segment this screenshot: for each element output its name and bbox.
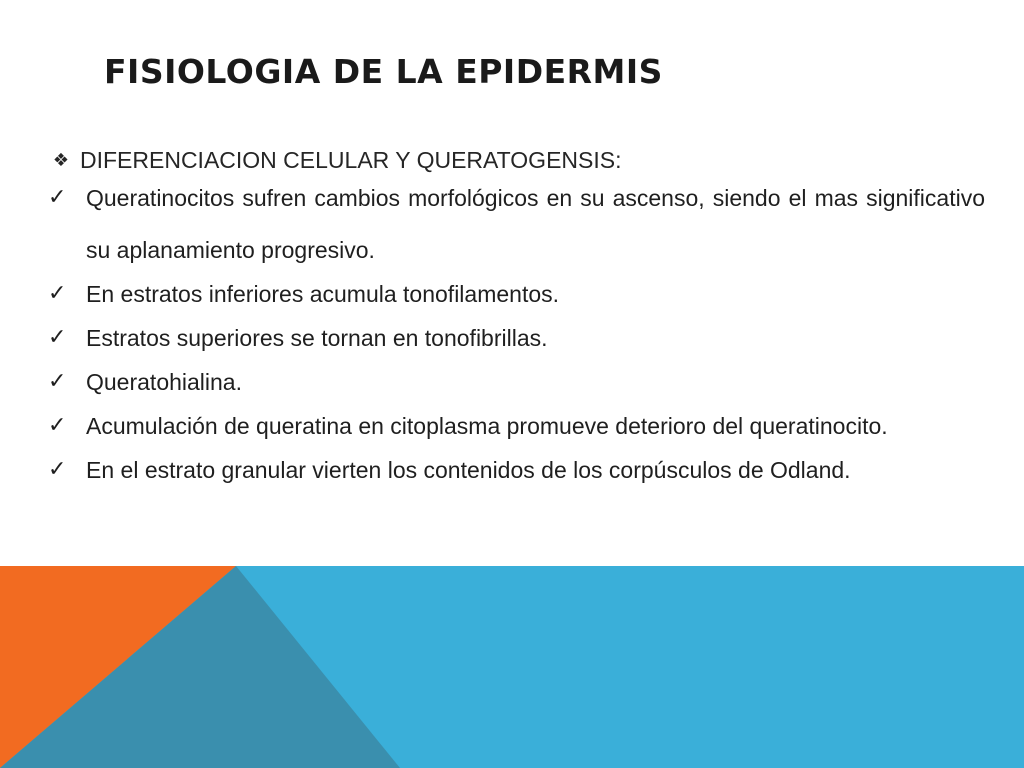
- diamond-bullet-icon: ❖: [52, 149, 70, 171]
- checkmark-icon: ✓: [48, 185, 67, 210]
- slide-title: FISIOLOGIA DE LA EPIDERMIS: [104, 52, 663, 91]
- checkmark-icon: ✓: [48, 457, 67, 482]
- checkmark-icon: ✓: [48, 413, 67, 438]
- checkmark-icon: ✓: [48, 281, 67, 306]
- list-item-text: Queratohialina.: [86, 369, 242, 395]
- checkmark-icon: ✓: [48, 325, 67, 350]
- list-item-text: En el estrato granular vierten los contenidos de los corpúsculos de Odland.: [86, 457, 851, 483]
- list-item: [48, 444, 985, 496]
- list-item: [48, 172, 985, 276]
- checkmark-icon: ✓: [48, 369, 67, 394]
- slide-content: [48, 142, 985, 496]
- list-item-text: Acumulación de queratina en citoplasma promueve deterioro del queratinocito.: [86, 413, 888, 439]
- list-item-text: Queratinocitos sufren cambios morfológicos en su ascenso, siendo el mas significativo su aplanamiento progresivo.: [86, 185, 985, 263]
- bullet-list: [48, 172, 985, 496]
- list-item-text: En estratos inferiores acumula tonofilamentos.: [86, 281, 560, 307]
- section-heading-text: DIFERENCIACION CELULAR Y QUERATOGENSIS:: [80, 146, 622, 173]
- list-item-text: Estratos superiores se tornan en tonofibrillas.: [86, 325, 548, 351]
